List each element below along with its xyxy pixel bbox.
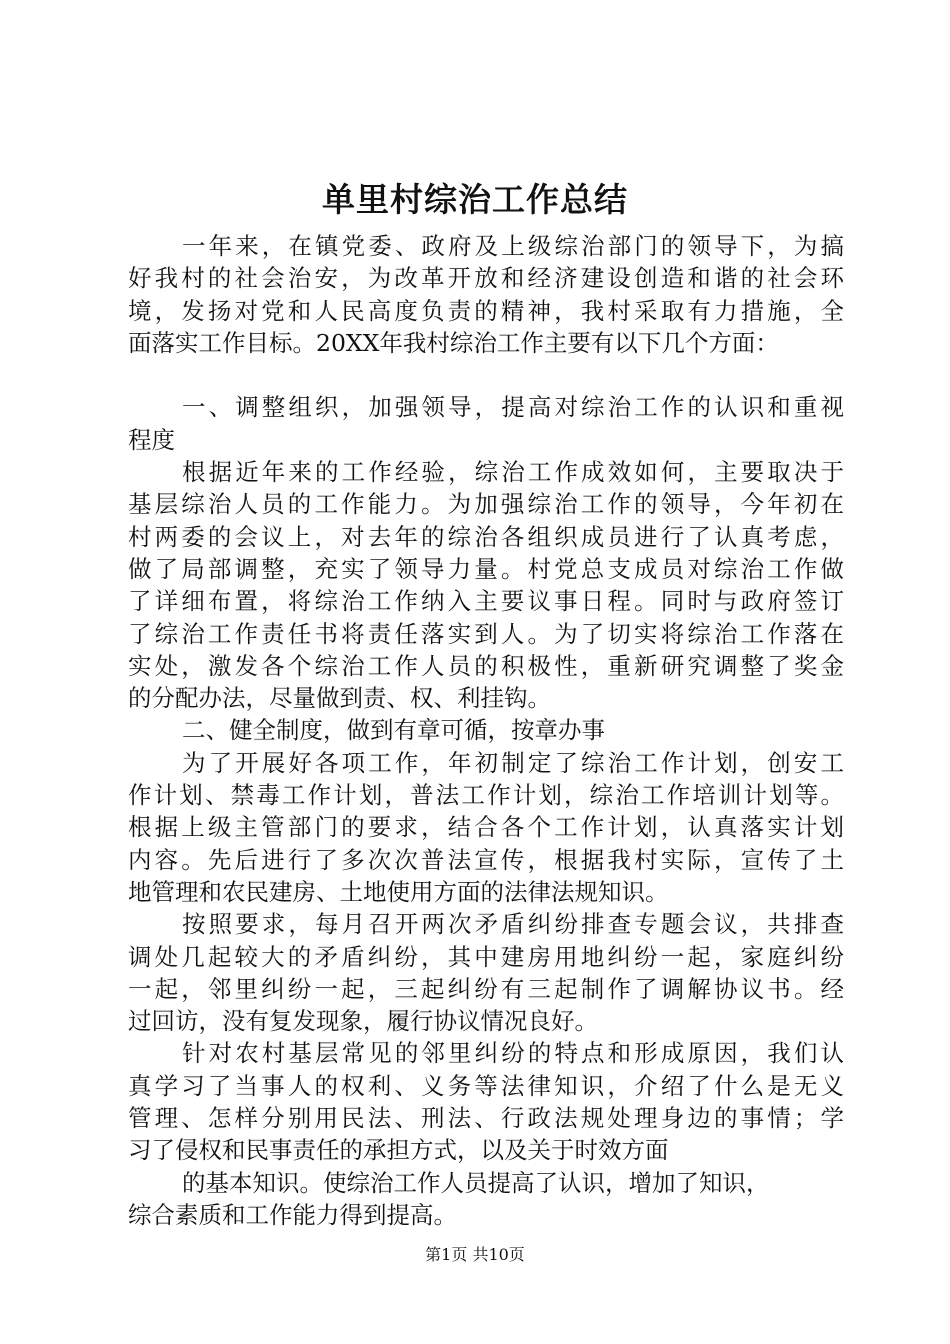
section-heading-1: 一、调整组织，加强领导，提高对综治工作的认识和重视 bbox=[182, 393, 844, 422]
blank-line bbox=[128, 359, 844, 391]
text-line: 根据上级主管部门的要求，结合各个工作计划，认真落实计划 bbox=[128, 813, 844, 842]
text-line: 境，发扬对党和人民高度负责的精神，我村采取有力措施，全 bbox=[128, 296, 844, 325]
text-line: 按照要求，每月召开两次矛盾纠纷排查专题会议，共排查 bbox=[182, 910, 844, 939]
text-line: 真学习了当事人的权利、义务等法律知识，介绍了什么是无义 bbox=[128, 1071, 844, 1100]
text-line: 了详细布置，将综治工作纳入主要议事日程。同时与政府签订 bbox=[128, 587, 844, 616]
text-line: 调处几起较大的矛盾纠纷，其中建房用地纠纷一起，家庭纠纷 bbox=[128, 942, 844, 971]
text-line: 一起，邻里纠纷一起，三起纠纷有三起制作了调解协议书。经 bbox=[128, 974, 844, 1003]
page-footer: 第1页 共10页 bbox=[425, 1245, 525, 1264]
text-line: 一年来，在镇党委、政府及上级综治部门的领导下，为搞 bbox=[182, 232, 844, 260]
text-line: 地管理和农民建房、土地使用方面的法律法规知识。 bbox=[128, 877, 669, 906]
text-line: 根据近年来的工作经验，综治工作成效如何，主要取决于 bbox=[182, 458, 844, 487]
text-line: 管理、怎样分别用民法、刑法、行政法规处理身边的事情；学 bbox=[128, 1104, 844, 1133]
text-line: 基层综治人员的工作能力。为加强综治工作的领导，今年初在 bbox=[128, 490, 844, 519]
text-line: 内容。先后进行了多次次普法宣传，根据我村实际，宣传了土 bbox=[128, 845, 844, 874]
text-line: 为了开展好各项工作，年初制定了综治工作计划，创安工 bbox=[182, 748, 844, 777]
text-line: 村两委的会议上，对去年的综治各组织成员进行了认真考虑， bbox=[128, 522, 844, 551]
text-line: 的分配办法，尽量做到责、权、利挂钩。 bbox=[128, 684, 551, 713]
text-line: 习了侵权和民事责任的承担方式，以及关于时效方面 bbox=[128, 1136, 669, 1165]
text-line: 了综治工作责任书将责任落实到人。为了切实将综治工作落在 bbox=[128, 619, 844, 648]
text-line: 做了局部调整，充实了领导力量。村党总支成员对综治工作做 bbox=[128, 554, 844, 583]
text-line: 好我村的社会治安，为改革开放和经济建设创造和谐的社会环 bbox=[128, 264, 844, 293]
section-heading-1-cont: 程度 bbox=[128, 425, 175, 454]
text-line: 过回访，没有复发现象，履行协议情况良好。 bbox=[128, 1007, 598, 1036]
text-line: 针对农村基层常见的邻里纠纷的特点和形成原因，我们认 bbox=[182, 1039, 844, 1068]
document-body bbox=[128, 230, 844, 1231]
text-line: 实处，激发各个综治工作人员的积极性，重新研究调整了奖金 bbox=[128, 651, 844, 680]
text-line: 面落实工作目标。20XX年我村综治工作主要有以下几个方面： bbox=[128, 328, 779, 357]
section-heading-2: 二、健全制度，做到有章可循，按章办事 bbox=[182, 716, 605, 745]
text-line: 作计划、禁毒工作计划，普法工作计划，综治工作培训计划等。 bbox=[128, 781, 844, 810]
text-line: 的基本知识。使综治工作人员提高了认识，增加了知识， bbox=[182, 1168, 770, 1197]
text-line: 综合素质和工作能力得到提高。 bbox=[128, 1200, 457, 1229]
document-title: 单里村综治工作总结 bbox=[322, 180, 628, 219]
